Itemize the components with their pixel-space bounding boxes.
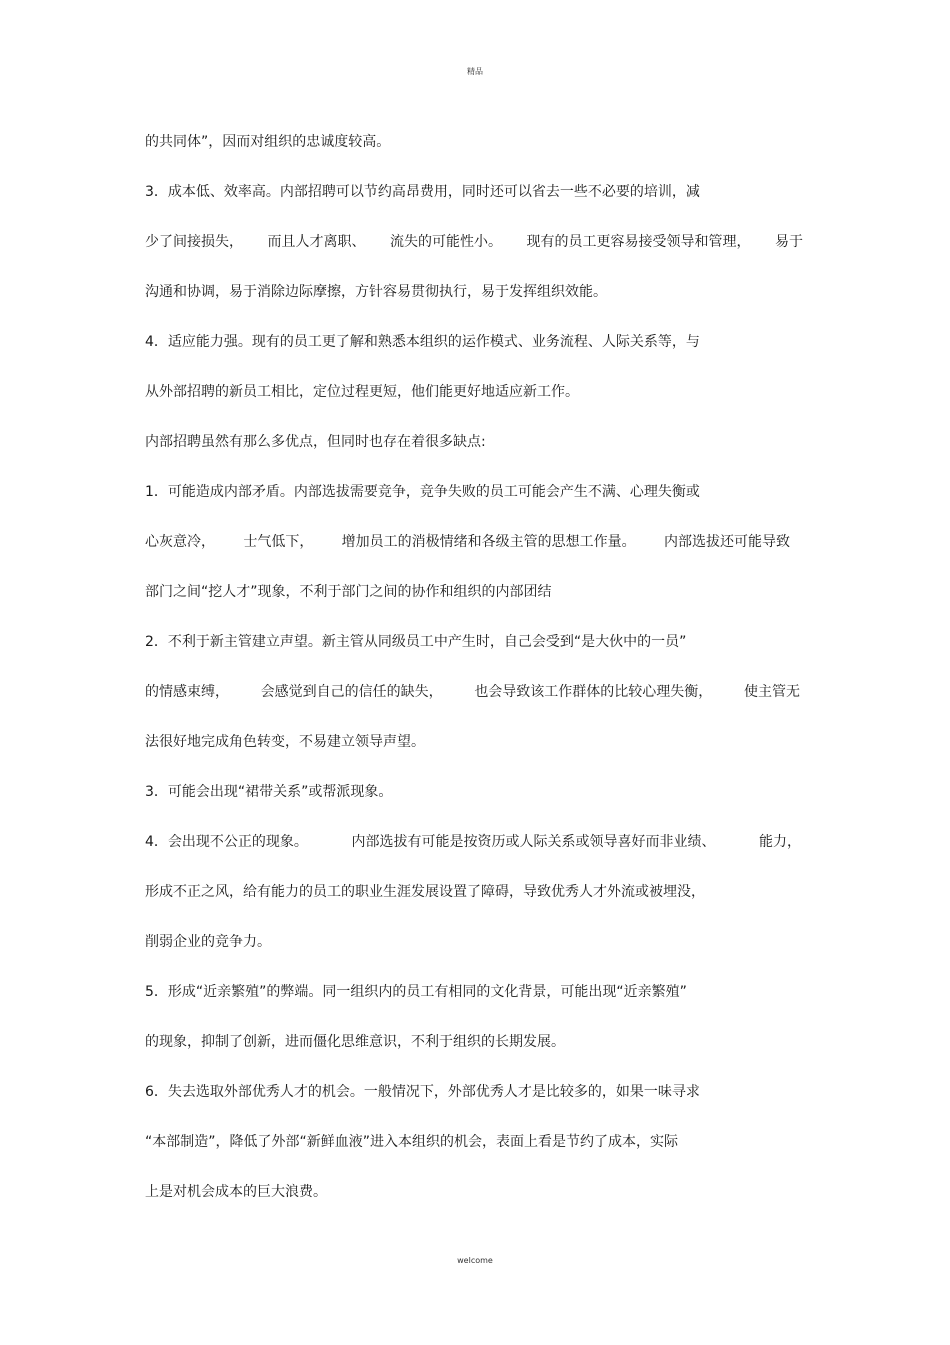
text-segment: 易于 xyxy=(775,234,803,250)
text-segment: 4．会出现不公正的现象。 xyxy=(145,834,308,850)
text-segment: 内部选拔还可能导致 xyxy=(663,534,790,550)
text-line: 5．形成“近亲繁殖”的弊端。同一组织内的员工有相同的文化背景，可能出现“近亲繁殖” xyxy=(145,984,687,1000)
text-segment: 而且人才离职、 xyxy=(267,234,366,250)
text-line: “本部制造”，降低了外部“新鲜血液”进入本组织的机会，表面上看是节约了成本，实际 xyxy=(145,1134,679,1150)
text-segment: 使主管无 xyxy=(743,684,800,700)
text-segment: 能力， xyxy=(758,834,801,850)
text-line: 上是对机会成本的巨大浪费。 xyxy=(145,1184,327,1200)
text-segment: 流失的可能性小。 xyxy=(390,234,502,250)
text-line: 2．不利于新主管建立声望。新主管从同级员工中产生时，自己会受到“是大伙中的一员” xyxy=(145,634,687,650)
text-line xyxy=(145,533,790,551)
page-footer: welcome xyxy=(457,1256,493,1265)
text-line: 形成不正之风，给有能力的员工的职业生涯发展设置了障碍，导致优秀人才外流或被埋没， xyxy=(145,884,705,900)
text-line: 3．成本低、效率高。内部招聘可以节约高昂费用，同时还可以省去一些不必要的培训，减 xyxy=(145,184,700,200)
text-line: 4．适应能力强。现有的员工更了解和熟悉本组织的运作模式、业务流程、人际关系等，与 xyxy=(145,334,700,350)
text-line xyxy=(145,233,803,251)
text-segment: 少了间接损失， xyxy=(145,234,243,250)
text-line: 从外部招聘的新员工相比，定位过程更短，他们能更好地适应新工作。 xyxy=(145,384,579,400)
text-segment: 士气低下， xyxy=(243,534,314,550)
text-segment: 心灰意冷， xyxy=(145,534,215,550)
text-line xyxy=(145,833,801,851)
text-segment: 内部选拔有可能是按资历或人际关系或领导喜好而非业绩、 xyxy=(351,834,716,850)
text-line: 法很好地完成角色转变，不易建立领导声望。 xyxy=(145,734,425,750)
page-header: 精品 xyxy=(467,67,483,76)
text-line: 的现象，抑制了创新，进而僵化思维意识，不利于组织的长期发展。 xyxy=(145,1034,565,1050)
text-line: 1．可能造成内部矛盾。内部选拔需要竞争，竞争失败的员工可能会产生不满、心理失衡或 xyxy=(145,484,700,500)
text-segment: 现有的员工更容易接受领导和管理， xyxy=(526,234,751,250)
text-line: 部门之间“挖人才”现象，不利于部门之间的协作和组织的内部团结 xyxy=(145,584,552,600)
text-segment: 的情感束缚， xyxy=(145,684,229,700)
text-line: 6．失去选取外部优秀人才的机会。一般情况下，外部优秀人才是比较多的，如果一味寻求 xyxy=(145,1084,700,1100)
text-line: 3．可能会出现“裙带关系”或帮派现象。 xyxy=(145,784,393,800)
text-line xyxy=(145,683,800,701)
text-line: 沟通和协调，易于消除边际摩擦，方针容易贯彻执行，易于发挥组织效能。 xyxy=(145,284,607,300)
text-line: 内部招聘虽然有那么多优点，但同时也存在着很多缺点: xyxy=(145,434,486,450)
text-line: 的共同体”，因而对组织的忠诚度较高。 xyxy=(145,134,391,150)
text-segment: 增加员工的消极情绪和各级主管的思想工作量。 xyxy=(341,534,636,550)
text-line: 削弱企业的竞争力。 xyxy=(145,934,271,950)
text-segment: 也会导致该工作群体的比较心理失衡， xyxy=(474,684,713,700)
text-segment: 会感觉到自己的信任的缺失， xyxy=(260,684,443,700)
